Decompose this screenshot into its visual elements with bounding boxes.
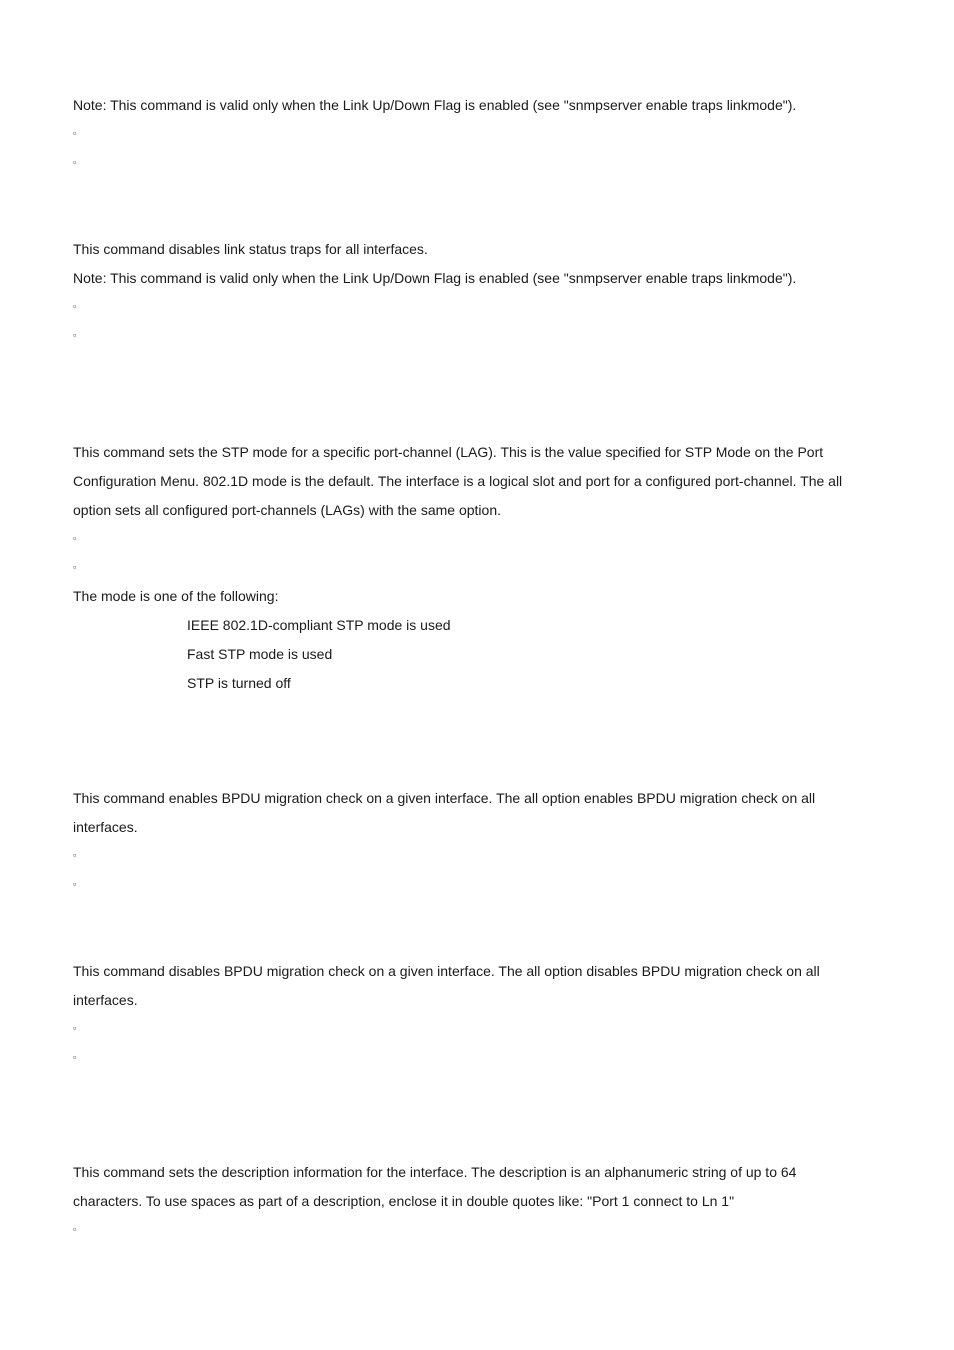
desc-stp-mode-line-2: Configuration Menu. 802.1D mode is the default. The interface is a logical slot and port for a configured port-channel. The all [73,473,843,489]
bullet-marker: ▫ [73,157,77,167]
bullet-marker: ▫ [73,850,77,860]
bullet-marker: ▫ [73,562,77,572]
desc-disable-link-traps: This command disables link status traps for all interfaces. [73,241,428,257]
note-link-mode-2: Note: This command is valid only when the Link Up/Down Flag is enabled (see "snmpserver enable traps linkmode"). [73,270,797,286]
desc-disable-bpdu-line-2: interfaces. [73,992,138,1008]
bullet-marker: ▫ [73,301,77,311]
desc-interface-description-line-1: This command sets the description information for the interface. The description is an alphanumeric string of up to 64 [73,1164,797,1180]
note-link-mode-1: Note: This command is valid only when the Link Up/Down Flag is enabled (see "snmpserver enable traps linkmode"). [73,97,797,113]
desc-stp-mode-line-3: option sets all configured port-channels (LAGs) with the same option. [73,502,502,518]
desc-disable-bpdu-line-1: This command disables BPDU migration check on a given interface. The all option disables BPDU migration check on all [73,963,820,979]
bullet-marker: ▫ [73,879,77,889]
desc-enable-bpdu-line-1: This command enables BPDU migration check on a given interface. The all option enables BPDU migration check on all [73,790,816,806]
desc-enable-bpdu-line-2: interfaces. [73,819,138,835]
mode-option-off: STP is turned off [187,675,291,691]
bullet-marker: ▫ [73,533,77,543]
bullet-marker: ▫ [73,330,77,340]
mode-intro: The mode is one of the following: [73,588,279,604]
desc-interface-description-line-2: characters. To use spaces as part of a description, enclose it in double quotes like: "Port 1 connect to Ln 1" [73,1193,735,1209]
mode-option-fast: Fast STP mode is used [187,646,333,662]
bullet-marker: ▫ [73,1224,77,1234]
bullet-marker: ▫ [73,1023,77,1033]
bullet-marker: ▫ [73,128,77,138]
desc-stp-mode-line-1: This command sets the STP mode for a specific port-channel (LAG). This is the value specified for STP Mode on the Port [73,444,824,460]
bullet-marker: ▫ [73,1052,77,1062]
mode-option-8021d: IEEE 802.1D-compliant STP mode is used [187,617,451,633]
